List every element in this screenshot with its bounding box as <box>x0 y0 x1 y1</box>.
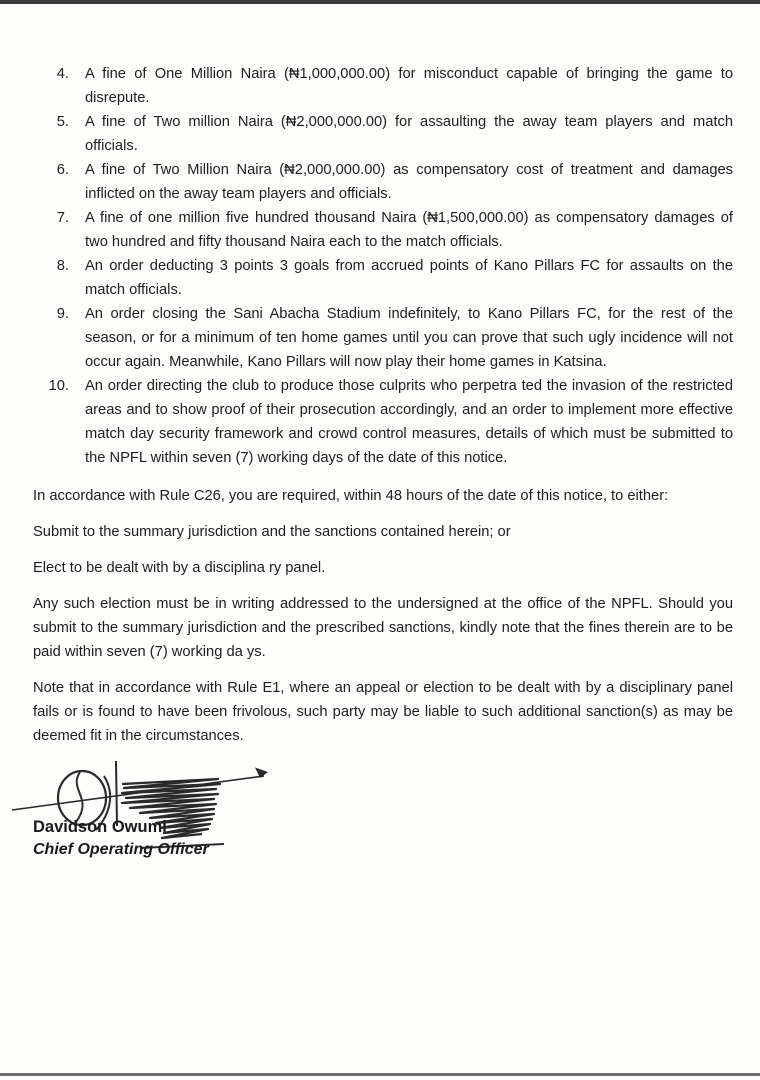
paragraph-election-instructions: Any such election must be in writing addressed to the undersigned at the office of the NPFL. Should you submit to the summary jurisdiction and the prescribed sanctions, kindly note that the fines therein are to be paid within seven (7) working da ys. <box>33 596 733 660</box>
list-item-text: A fine of one million five hundred thousand Naira (₦1,500,000.00) as compensatory damages of two hundred and fifty thousand Naira each to the match officials. <box>85 210 733 250</box>
list-item-number: 10. <box>48 378 69 394</box>
list-item-text: A fine of One Million Naira (₦1,000,000.00) for misconduct capable of bringing the game to disrepute. <box>85 66 733 106</box>
list-item <box>33 110 733 158</box>
list-item <box>33 62 733 110</box>
list-item <box>33 374 733 470</box>
paragraph-submit-option: Submit to the summary jurisdiction and the sanctions contained herein; or <box>33 524 511 540</box>
list-item-number: 9. <box>56 306 69 322</box>
bottom-edge-bar <box>0 1073 760 1076</box>
list-item-text: An order deducting 3 points 3 goals from accrued points of Kano Pillars FC for assaults on the match officials. <box>85 258 733 298</box>
signature-block <box>33 760 733 870</box>
paragraph-rule-c26: In accordance with Rule C26, you are required, within 48 hours of the date of this notice, to either: <box>33 488 669 504</box>
list-item-number: 7. <box>56 210 69 226</box>
list-item <box>33 254 733 302</box>
list-item <box>33 302 733 374</box>
list-item-text: A fine of Two million Naira (₦2,000,000.00) for assaulting the away team players and match officials. <box>85 114 733 154</box>
paragraph-rule-e1: Note that in accordance with Rule E1, where an appeal or election to be dealt with by a disciplinary panel fails or is found to have been frivolous, such party may be liable to such additional sanction(s) as may be deemed fit in the circumstances. <box>33 680 733 744</box>
document-page <box>0 4 760 870</box>
signatory-name: Davidson Owumi <box>33 818 167 836</box>
list-item <box>33 158 733 206</box>
list-item-text: A fine of Two Million Naira (₦2,000,000.00) as compensatory cost of treatment and damages inflicted on the away team players and officials. <box>85 162 733 202</box>
list-item-number: 4. <box>56 66 69 82</box>
list-item-number: 8. <box>56 258 69 274</box>
paragraph-elect-option: Elect to be dealt with by a disciplina ry panel. <box>33 560 326 576</box>
list-item-text: An order closing the Sani Abacha Stadium indefinitely, to Kano Pillars FC, for the rest of the season, or for a minimum of ten home games until you can prove that such ugly incidence will not occur again. Meanwhile, Kano Pillars will now play their home games in Katsina. <box>85 306 733 370</box>
list-item <box>33 206 733 254</box>
sanctions-list <box>33 62 733 470</box>
list-item-number: 5. <box>56 114 69 130</box>
list-item-text: An order directing the club to produce those culprits who perpetra ted the invasion of the restricted areas and to show proof of their prosecution accordingly, and an order to implement more effective match day security framework and crowd control measures, details of which must be submitted to the NPFL within seven (7) working days of the date of this notice. <box>85 378 733 466</box>
list-item-number: 6. <box>56 162 69 178</box>
signatory-title: Chief Operating Officer <box>33 841 209 858</box>
